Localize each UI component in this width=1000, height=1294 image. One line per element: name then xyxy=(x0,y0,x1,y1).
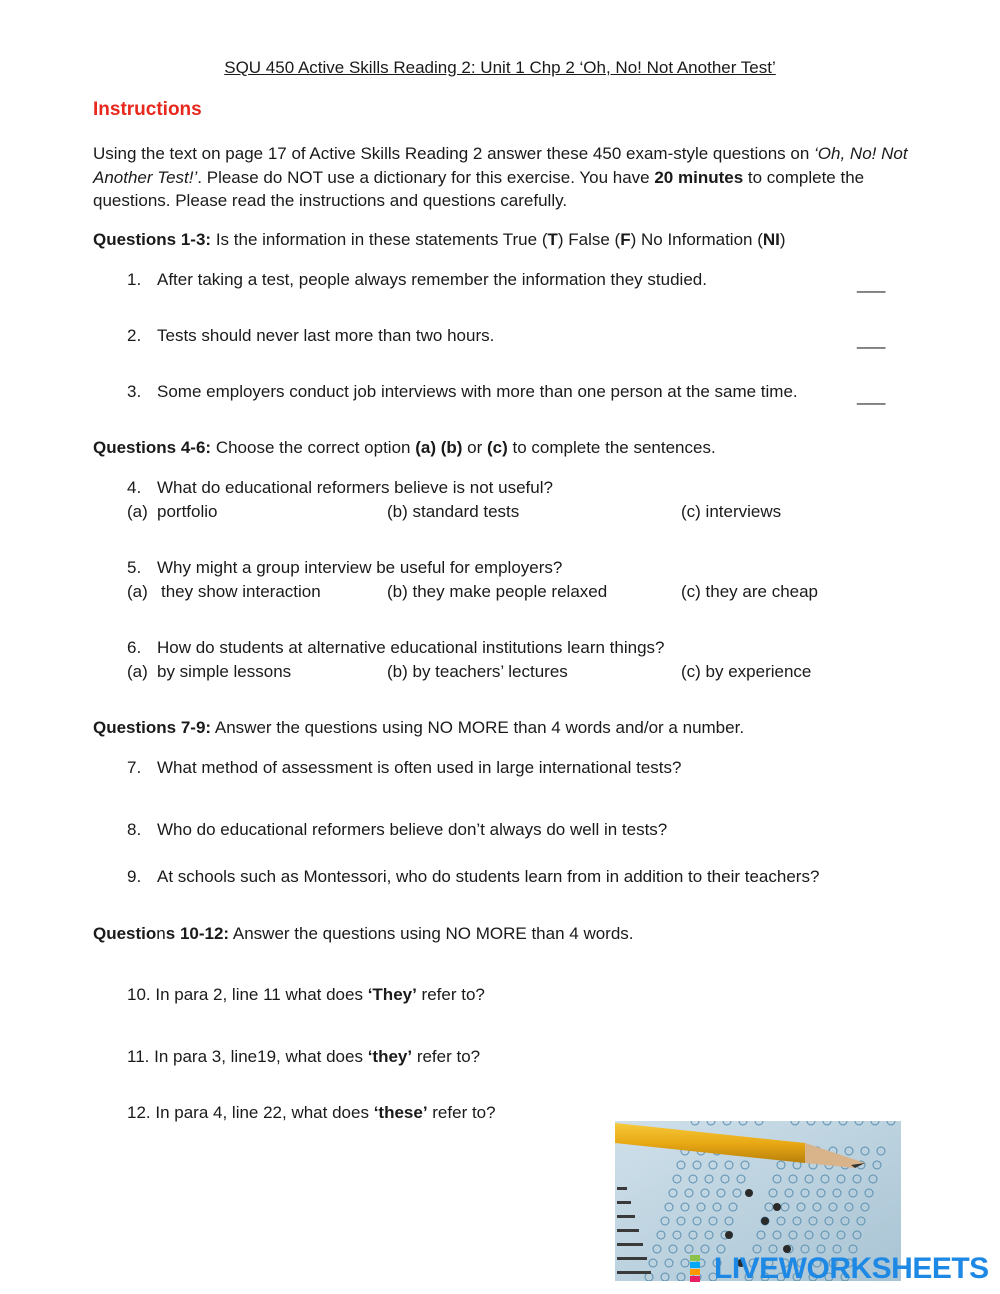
option-a-label: (a) xyxy=(127,662,148,681)
option-a[interactable]: they show interaction xyxy=(161,582,321,601)
question-row: 11. In para 3, line19, what does ‘they’ refer to? xyxy=(127,1047,481,1066)
question-text: Why might a group interview be useful for employers? xyxy=(157,558,563,577)
question-text: After taking a test, people always remember the information they studied. xyxy=(157,270,707,289)
liveworksheets-brand: LIVEWORKSHEETS xyxy=(714,1252,989,1285)
section3-heading: Questions 7-9: Answer the questions using NO MORE than 4 words and/or a number. xyxy=(93,718,745,737)
question-number: 1. xyxy=(127,270,142,289)
question-text: Who do educational reformers believe don’t always do well in tests? xyxy=(157,820,668,839)
option-b[interactable]: (b) standard tests xyxy=(387,502,520,521)
liveworksheets-logo-icon xyxy=(690,1255,714,1283)
page-title: SQU 450 Active Skills Reading 2: Unit 1 Chp 2 ‘Oh, No! Not Another Test’ xyxy=(224,58,776,77)
answer-blank[interactable]: ___ xyxy=(857,274,886,293)
question-number: 6. xyxy=(127,638,142,657)
option-b[interactable]: (b) they make people relaxed xyxy=(387,582,608,601)
option-c[interactable]: (c) interviews xyxy=(681,502,782,521)
question-text: How do students at alternative educational institutions learn things? xyxy=(157,638,665,657)
question-text: Some employers conduct job interviews with more than one person at the same time. xyxy=(157,382,798,401)
answer-blank[interactable]: ___ xyxy=(857,330,886,349)
option-c[interactable]: (c) they are cheap xyxy=(681,582,819,601)
option-b[interactable]: (b) by teachers’ lectures xyxy=(387,662,568,681)
section4-heading: Questions 10-12: Answer the questions using NO MORE than 4 words. xyxy=(93,924,634,943)
question-number: 2. xyxy=(127,326,142,345)
option-a-label: (a) xyxy=(127,502,148,521)
section1-heading: Questions 1-3: Is the information in these statements True (T) False (F) No Information (NI) xyxy=(93,230,786,249)
option-a-label: (a) xyxy=(127,582,148,601)
instructions-heading: Instructions xyxy=(93,99,202,120)
answer-blank[interactable]: ___ xyxy=(857,386,886,405)
instructions-paragraph: Using the text on page 17 of Active Skills Reading 2 answer these 450 exam-style questions on ‘Oh, No! Not Another Test!’. Please do NOT use a dictionary for this exercise. You have 20 minutes to complete the questions. Please read the instructions and questions carefully. xyxy=(93,144,908,210)
option-a[interactable]: by simple lessons xyxy=(157,662,292,681)
question-text: At schools such as Montessori, who do students learn from in addition to their teachers? xyxy=(157,867,820,886)
question-row: 12. In para 4, line 22, what does ‘these’ refer to? xyxy=(127,1103,496,1122)
option-c[interactable]: (c) by experience xyxy=(681,662,812,681)
question-number: 4. xyxy=(127,478,142,497)
question-number: 3. xyxy=(127,382,142,401)
question-number: 8. xyxy=(127,820,142,839)
question-text: Tests should never last more than two hours. xyxy=(157,326,495,345)
section2-heading: Questions 4-6: Choose the correct option (a) (b) or (c) to complete the sentences. xyxy=(93,438,716,457)
question-number: 5. xyxy=(127,558,142,577)
question-row: 10. In para 2, line 11 what does ‘They’ refer to? xyxy=(127,985,485,1004)
liveworksheets-watermark xyxy=(690,1252,989,1286)
question-number: 9. xyxy=(127,867,142,886)
question-text: What do educational reformers believe is not useful? xyxy=(157,478,553,497)
question-text: What method of assessment is often used in large international tests? xyxy=(157,758,682,777)
question-number: 7. xyxy=(127,758,142,777)
option-a[interactable]: portfolio xyxy=(157,502,218,521)
